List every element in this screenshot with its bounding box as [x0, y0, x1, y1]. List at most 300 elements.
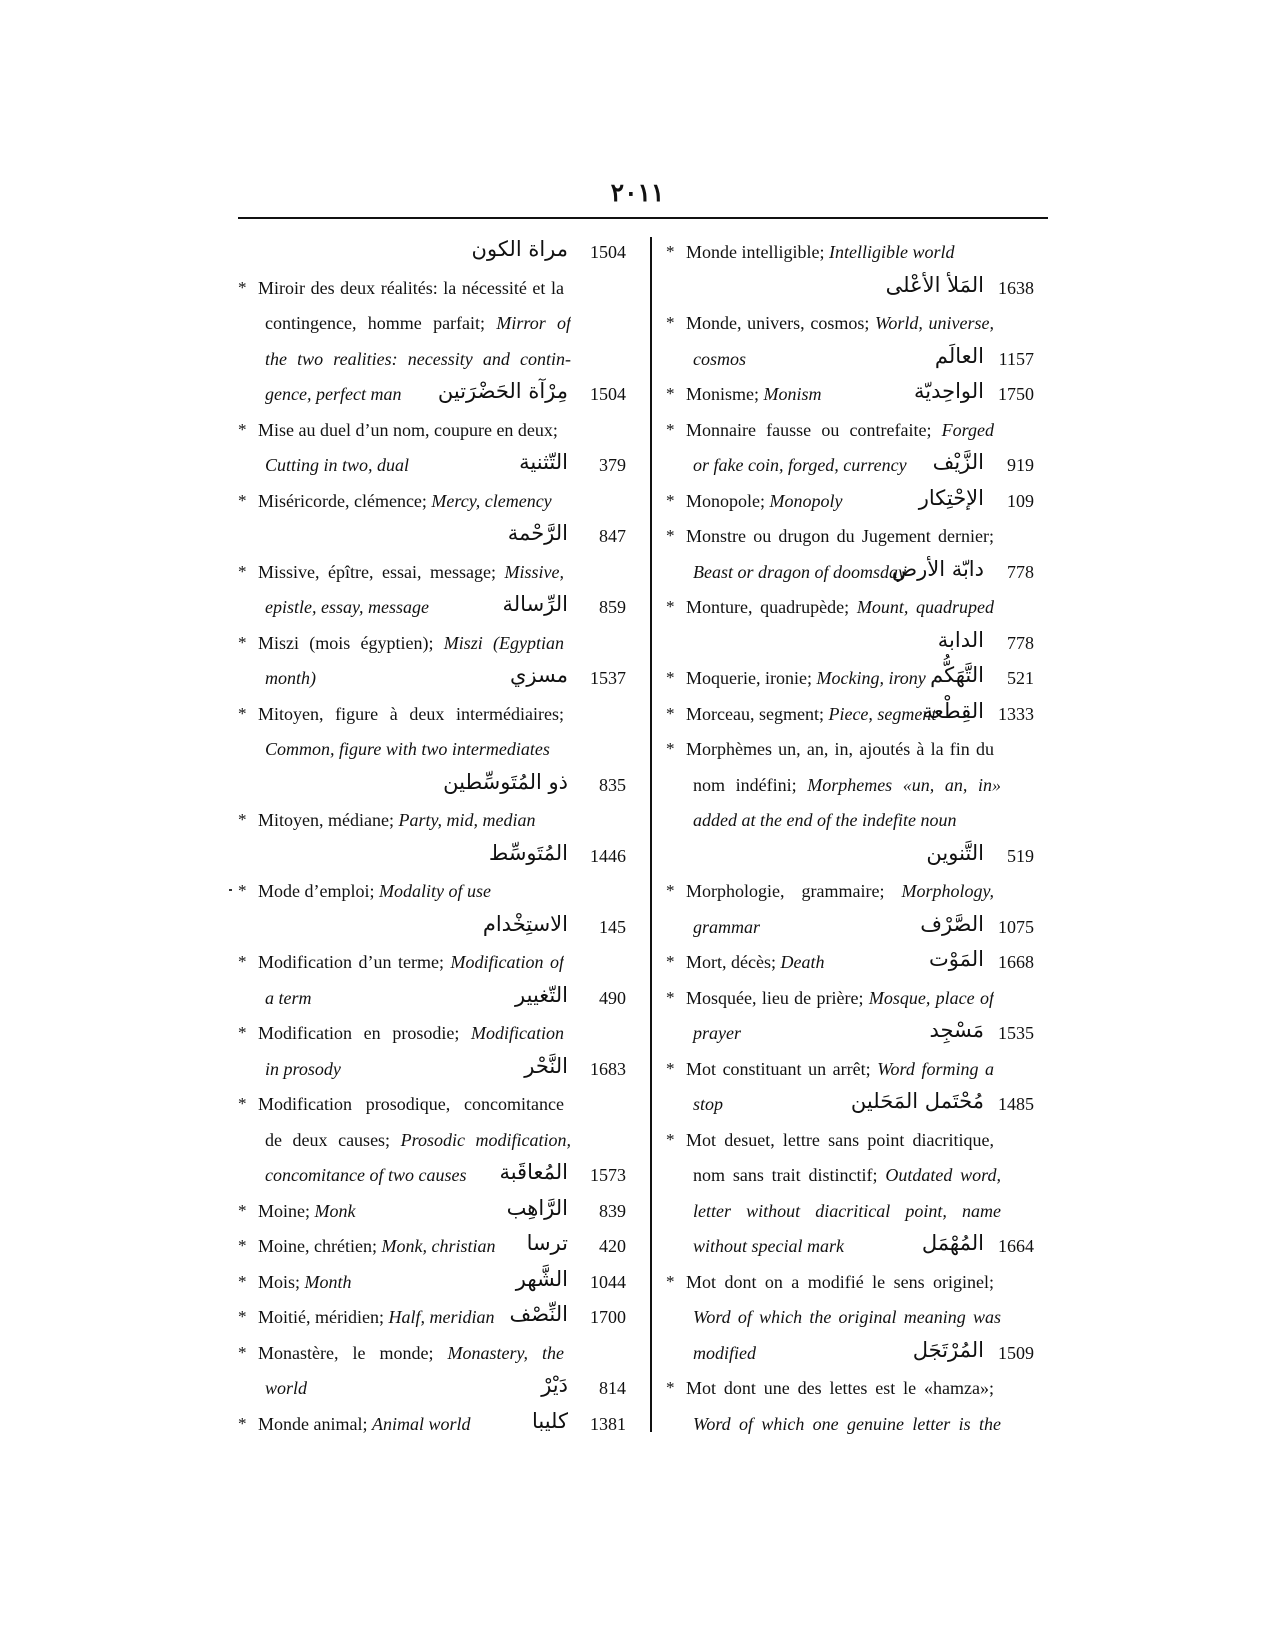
entry-bullet: * [666, 313, 675, 332]
entry-line [666, 237, 1056, 273]
arabic-term: العالَم [934, 343, 984, 368]
entry-line [666, 1018, 1056, 1054]
arabic-term: كليبا [531, 1408, 568, 1433]
entry-bullet: * [666, 526, 675, 545]
entry-bullet: * [666, 1129, 675, 1149]
entry-line [666, 1160, 1056, 1196]
entry-number: 1044 [590, 1271, 626, 1292]
entry-text [265, 739, 550, 760]
entry-bullet: * [238, 277, 247, 297]
entry-line [666, 1054, 1056, 1090]
english-term: added at the end of the indefite noun [693, 810, 957, 830]
arabic-term: الإحْتِكار [918, 485, 984, 510]
french-term: Mois; [258, 1271, 305, 1292]
entry-text [686, 739, 994, 763]
arabic-term: النَّحْر [524, 1053, 568, 1078]
entry-line [666, 628, 1056, 664]
arabic-term: الزَّيْف [932, 450, 984, 474]
french-term: Mode d’emploi; [258, 881, 379, 901]
entry-bullet: * [238, 810, 247, 829]
entry-text [693, 1165, 1001, 1189]
entry-text [686, 597, 994, 621]
entry-bullet: * [666, 597, 675, 616]
entry-text [686, 491, 842, 512]
english-term: Half, meridian [388, 1307, 495, 1327]
entry-text [258, 1023, 564, 1047]
entry-line [666, 947, 1056, 983]
arabic-term: القِطْعة [922, 698, 984, 723]
entry-line [238, 1018, 638, 1054]
entry-line [666, 273, 1056, 309]
french-term: contingence, homme parfait; [265, 313, 497, 333]
english-term: concomitance of two causes [265, 1165, 467, 1185]
entry-number: 1638 [998, 277, 1034, 298]
entry-line [238, 770, 638, 806]
french-term: Monnaire fausse ou contrefaite; [686, 419, 942, 440]
arabic-term: المُهْمَل [921, 1231, 984, 1255]
entry-line [666, 876, 1056, 912]
entry-line [238, 1338, 638, 1374]
entry-line [666, 912, 1056, 948]
english-term: Party, mid, median [398, 810, 536, 830]
arabic-term: التّثنية [519, 450, 568, 474]
entry-line [666, 521, 1056, 557]
entry-line [666, 663, 1056, 699]
arabic-term: مُحْتَمل المَحَلين [850, 1089, 984, 1113]
entry-number: 1333 [998, 703, 1034, 724]
french-term: Mise au duel d’un nom, coupure en deux; [258, 419, 558, 440]
entry-number: 835 [599, 774, 626, 795]
entry-line [666, 1125, 1056, 1161]
entry-number: 1700 [590, 1307, 626, 1327]
english-term: Mount, quadruped [856, 597, 994, 617]
entry-number: 1535 [998, 1023, 1034, 1043]
english-term: Morphology, [901, 881, 994, 901]
arabic-term: التَّنوين [926, 840, 984, 865]
entry-text [258, 1343, 564, 1367]
entry-text [693, 1236, 844, 1257]
french-term: Moine, chrétien; [258, 1236, 382, 1256]
entry-line [238, 628, 638, 664]
arabic-term: مسزي [509, 663, 568, 687]
entry-text [686, 1059, 994, 1083]
french-term: Missive, épître, essai, message; [258, 561, 505, 582]
entry-number: 859 [599, 597, 626, 617]
english-term: Outdated word, [885, 1165, 1001, 1185]
english-term: Death [780, 952, 825, 972]
entry-text [258, 810, 535, 831]
entry-text [693, 1414, 1001, 1438]
entry-line [238, 557, 638, 593]
entry-number: 1750 [998, 384, 1034, 404]
english-term: Prosodic modification, [400, 1129, 571, 1150]
arabic-term: الرِّسالة [502, 592, 568, 616]
entry-line [238, 1302, 638, 1338]
entry-text [693, 1307, 1001, 1331]
entry-line [238, 805, 638, 841]
entry-bullet: * [238, 1307, 247, 1326]
entry-text [265, 668, 316, 689]
entry-line [666, 1196, 1056, 1232]
entry-text [686, 952, 824, 973]
french-term: Monopole; [686, 490, 770, 511]
entry-text [265, 597, 429, 618]
entry-bullet: * [666, 668, 675, 687]
entry-number: 778 [1007, 561, 1034, 582]
right-column [666, 237, 1056, 1444]
entry-number: 490 [599, 987, 626, 1008]
english-term: Modification [471, 1023, 564, 1043]
english-term: stop [693, 1094, 724, 1114]
left-column [238, 237, 638, 1444]
arabic-term: المُتَوسِّط [488, 840, 568, 865]
entry-text [686, 988, 994, 1012]
entry-line [238, 1160, 638, 1196]
entry-text [265, 1378, 307, 1399]
french-term: Mosquée, lieu de prière; [686, 987, 869, 1008]
entry-bullet: * [238, 1342, 247, 1362]
entry-text [258, 633, 564, 657]
entry-bullet: * [666, 1378, 675, 1397]
french-term: Mort, décès; [686, 952, 781, 972]
entry-text [686, 420, 994, 444]
entry-number: 919 [1007, 455, 1034, 475]
english-term: world [265, 1378, 308, 1398]
english-term: Word of which one genuine letter is the [693, 1413, 1001, 1434]
english-term: the two realities: necessity and contin- [265, 348, 571, 369]
header-rule [238, 217, 1048, 219]
entry-line [238, 1089, 638, 1125]
entry-number: 1683 [590, 1058, 626, 1079]
arabic-term: الاستِخْدام [482, 911, 568, 936]
entry-bullet: * [666, 739, 675, 758]
entry-line [238, 308, 638, 344]
entry-number: 1075 [998, 916, 1034, 937]
english-term: Word of which the original meaning was [693, 1307, 1001, 1327]
entry-bullet: * [238, 1094, 247, 1113]
entry-text [258, 420, 558, 441]
english-term: Monastery, the [447, 1342, 564, 1363]
arabic-term: التَّهَكُّم [930, 663, 984, 687]
entry-text [686, 384, 822, 405]
entry-number: 1537 [590, 668, 626, 688]
english-term: Missive, [504, 561, 564, 582]
entry-text [258, 562, 564, 586]
entry-text [686, 242, 954, 263]
entry-bullet: * [238, 1200, 247, 1220]
arabic-term: الواحِديّة [913, 379, 984, 403]
english-term: Modification of [450, 952, 564, 972]
entry-text [686, 704, 936, 725]
arabic-term: دابّة الأرض [891, 556, 984, 581]
english-term: a term [265, 987, 312, 1008]
entry-number: 420 [599, 1236, 626, 1256]
english-term: Morphemes «un, an, in» [807, 774, 1001, 795]
margin-mark [229, 889, 232, 891]
entry-line [666, 1302, 1056, 1338]
entry-line [238, 486, 638, 522]
french-term: Monstre ou drugon du Jugement dernier; [686, 526, 994, 546]
entry-line [666, 734, 1056, 770]
entry-text [258, 704, 564, 728]
entry-line [238, 876, 638, 912]
entry-line [238, 521, 638, 557]
english-term: in prosody [265, 1058, 341, 1079]
entry-bullet: * [238, 703, 247, 723]
french-term: Miszi (mois égyptien); [258, 632, 444, 653]
entry-number: 379 [599, 455, 626, 475]
french-term: Miséricorde, clémence; [258, 490, 432, 511]
entry-text [258, 1236, 495, 1257]
entry-line [238, 663, 638, 699]
entry-line [666, 983, 1056, 1019]
entry-line [238, 1231, 638, 1267]
entry-bullet: * [666, 703, 675, 723]
entry-line [238, 983, 638, 1019]
entry-text [265, 1130, 571, 1154]
entry-bullet: * [666, 987, 675, 1007]
entry-number: 521 [1007, 668, 1034, 688]
entry-line [666, 1231, 1056, 1267]
entry-line [666, 486, 1056, 522]
entry-bullet: * [238, 632, 247, 652]
arabic-term: الصَّرْف [920, 911, 984, 936]
arabic-term: المُرْتَجَل [912, 1337, 984, 1362]
entry-line [666, 415, 1056, 451]
entry-text [258, 1414, 471, 1435]
entry-text [686, 668, 926, 689]
entry-line [238, 450, 638, 486]
entry-number: 839 [599, 1200, 626, 1221]
entry-text [693, 1201, 1001, 1225]
entry-line [666, 1338, 1056, 1374]
entry-text [265, 1059, 341, 1080]
entry-line [666, 1089, 1056, 1125]
english-term: letter without diacritical point, name [693, 1200, 1001, 1221]
entry-number: 1504 [590, 242, 626, 262]
entry-bullet: * [666, 490, 675, 510]
entry-number: 1157 [998, 348, 1034, 369]
entry-bullet: * [666, 242, 675, 261]
entry-line [238, 344, 638, 380]
english-term: Mirror of [496, 313, 571, 333]
entry-line [666, 450, 1056, 486]
entry-text [693, 455, 907, 476]
french-term: Mot dont une des lettes est le «hamza»; [686, 1378, 994, 1398]
entry-bullet: * [666, 419, 675, 439]
entry-text [265, 313, 571, 337]
entry-line [238, 379, 638, 415]
entry-number: 145 [599, 916, 626, 937]
entry-bullet: * [238, 1023, 247, 1042]
english-term: World, universe, [875, 313, 994, 333]
english-term: month) [265, 668, 316, 688]
english-term: Mosque, place of [868, 987, 994, 1008]
french-term: Monde animal; [258, 1413, 372, 1434]
english-term: Monism [763, 384, 822, 404]
entry-line [666, 841, 1056, 877]
entry-text [265, 349, 571, 373]
english-term: Intelligible world [828, 242, 955, 262]
entry-line [666, 308, 1056, 344]
english-term: Miszi (Egyptian [443, 632, 564, 653]
entry-text [693, 562, 906, 583]
arabic-term: الرَّحْمة [507, 521, 568, 545]
entry-number: 1573 [590, 1165, 626, 1185]
entry-bullet: * [238, 561, 247, 581]
english-term: Word forming a [877, 1058, 994, 1079]
entry-bullet: * [666, 1058, 675, 1078]
french-term: Mot desuet, lettre sans point diacritique, [686, 1129, 994, 1150]
entry-line [238, 273, 638, 309]
entry-bullet: * [666, 881, 675, 900]
entry-text [265, 988, 312, 1009]
entry-number: 847 [599, 526, 626, 546]
entry-number: 109 [1007, 490, 1034, 511]
entry-line [238, 1054, 638, 1090]
entry-line [666, 1267, 1056, 1303]
entry-line [666, 379, 1056, 415]
entry-line [238, 1125, 638, 1161]
english-term: Modality of use [378, 881, 491, 901]
entry-number: 1381 [590, 1413, 626, 1434]
english-term: Forged [941, 419, 994, 440]
arabic-term: مِرْآة الحَضْرَتين [437, 379, 568, 403]
french-term: Modification prosodique, concomitance [258, 1094, 564, 1114]
entry-text [258, 491, 552, 512]
entry-line [666, 1373, 1056, 1409]
entry-line [238, 1409, 638, 1445]
entry-line [238, 734, 638, 770]
entry-line [666, 770, 1056, 806]
english-term: or fake coin, forged, currency [693, 455, 907, 475]
french-term: Morphologie, grammaire; [686, 881, 902, 901]
english-term: epistle, essay, message [265, 597, 429, 617]
arabic-term: الدابة [937, 627, 984, 652]
entry-bullet: * [238, 1413, 247, 1433]
entry-line [238, 1196, 638, 1232]
entry-text [686, 1378, 994, 1402]
arabic-term: ذو المُتَوسِّطين [443, 769, 568, 794]
arabic-term: النِّصْف [509, 1302, 568, 1326]
french-term: nom sans trait distinctif; [693, 1165, 886, 1185]
entry-text [265, 1165, 466, 1186]
french-term: Mitoyen, médiane; [258, 810, 399, 830]
entry-bullet: * [238, 952, 247, 971]
french-term: Mitoyen, figure à deux intermédiaires; [258, 703, 564, 724]
entry-bullet: * [238, 490, 247, 510]
french-term: Moitié, méridien; [258, 1307, 389, 1327]
entry-line [238, 912, 638, 948]
french-term: Morphèmes un, an, in, ajoutés à la fin du [686, 739, 994, 759]
french-term: Miroir des deux réalités: la nécessité et la [258, 277, 564, 298]
french-term: Monastère, le monde; [258, 1342, 448, 1363]
entry-text [693, 349, 746, 370]
french-term: Moquerie, ironie; [686, 668, 817, 688]
french-term: Monde, univers, cosmos; [686, 313, 875, 333]
entry-number: 1509 [998, 1342, 1034, 1363]
entry-text [686, 526, 994, 550]
entry-text [693, 810, 956, 831]
english-term: Month [304, 1271, 352, 1292]
entry-bullet: * [238, 881, 247, 900]
entry-bullet: * [238, 1271, 247, 1291]
english-term: Piece, segment [828, 703, 937, 724]
entry-text [693, 775, 1001, 799]
english-term: Mercy, clemency [431, 490, 552, 511]
entry-line [238, 592, 638, 628]
arabic-term: المَلأ الأعْلى [885, 272, 984, 297]
french-term: de deux causes; [265, 1129, 401, 1150]
entry-text [686, 1272, 994, 1296]
entry-bullet: * [666, 384, 675, 403]
entry-number: 1668 [998, 952, 1034, 972]
entry-number: 814 [599, 1378, 626, 1398]
english-term: Common, figure with two intermediates [265, 739, 550, 759]
entry-bullet: * [238, 1236, 247, 1255]
entry-text [265, 455, 409, 476]
entry-number: 1485 [998, 1094, 1034, 1114]
arabic-term: التّغيير [515, 982, 568, 1007]
entry-bullet: * [238, 419, 247, 439]
entry-text [693, 1094, 723, 1115]
english-term: prayer [693, 1023, 741, 1043]
entry-line [666, 592, 1056, 628]
entry-number: 519 [1007, 845, 1034, 866]
entry-line [238, 841, 638, 877]
entry-line [238, 1373, 638, 1409]
entry-text [258, 881, 491, 902]
arabic-term: المَوْت [929, 947, 984, 971]
entry-bullet: * [666, 1271, 675, 1291]
entry-text [258, 278, 564, 302]
entry-text [258, 1094, 564, 1118]
entry-text [258, 1307, 494, 1328]
arabic-term: الرَّاهِب [506, 1195, 568, 1220]
english-term: Animal world [371, 1413, 471, 1434]
english-term: cosmos [693, 348, 746, 369]
entry-line [238, 415, 638, 451]
entry-line [238, 237, 638, 273]
french-term: Monture, quadrupède; [686, 597, 857, 617]
entry-number: 1446 [590, 845, 626, 866]
entry-line [666, 1409, 1056, 1445]
entry-text [686, 881, 994, 905]
entry-text [693, 917, 760, 938]
entry-text [258, 952, 564, 976]
arabic-term: مَسْجِد [929, 1018, 984, 1042]
entry-line [238, 699, 638, 735]
english-term: Cutting in two, dual [265, 455, 410, 475]
entry-line [666, 557, 1056, 593]
entry-number: 778 [1007, 632, 1034, 653]
english-term: modified [693, 1342, 756, 1363]
english-term: Monopoly [769, 490, 843, 511]
entry-text [693, 1343, 756, 1364]
arabic-term: الشَّهر [515, 1266, 568, 1291]
french-term: Mot constituant un arrêt; [686, 1058, 878, 1079]
french-term: Monde intelligible; [686, 242, 829, 262]
entry-text [258, 1201, 355, 1222]
entry-line [238, 1267, 638, 1303]
entry-line [666, 699, 1056, 735]
french-term: Mot dont on a modifié le sens originel; [686, 1271, 994, 1292]
entry-number: 1504 [590, 384, 626, 404]
arabic-term: دَيْرْ [541, 1373, 568, 1397]
english-term: gence, perfect man [265, 384, 402, 404]
french-term: Monisme; [686, 384, 764, 404]
entry-line [666, 344, 1056, 380]
